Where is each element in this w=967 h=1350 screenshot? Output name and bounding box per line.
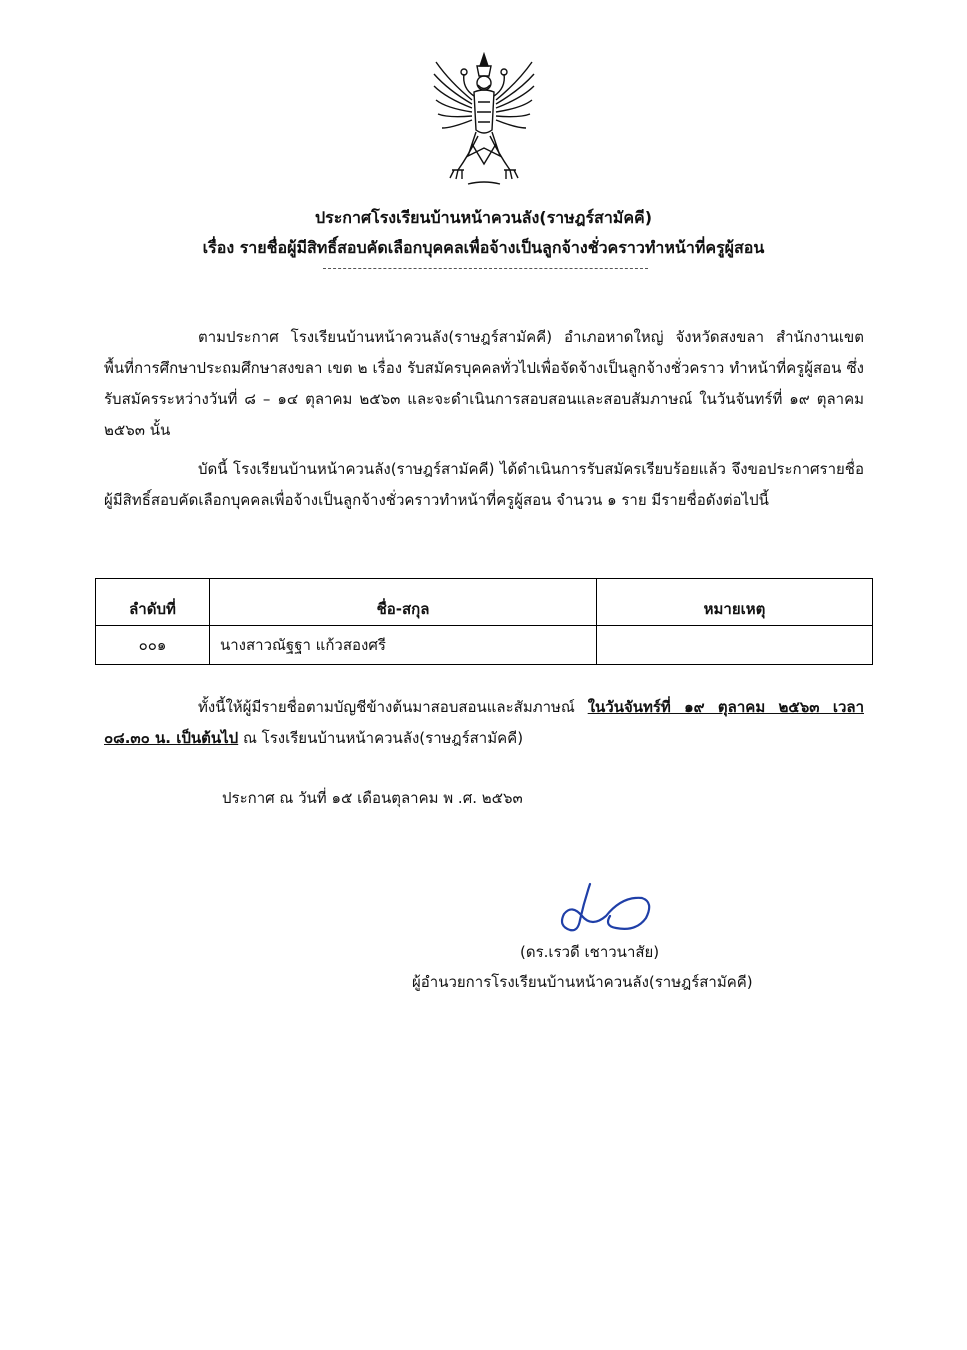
title-divider	[323, 268, 648, 269]
table-header-row	[96, 579, 873, 626]
cell-name: นางสาวณัฐฐา แก้วสองศรี	[210, 626, 597, 665]
signer-position: ผู้อำนวยการโรงเรียนบ้านหน้าควนลัง(ราษฎร์สามัคคี)	[412, 973, 753, 991]
cell-note	[597, 626, 873, 665]
schedule-date-time: ในวันจันทร์ที่ ๑๙ ตุลาคม ๒๕๖๓ เวลา ๐๘.๓๐ น. เป็นต้นไป	[104, 698, 864, 747]
announcement-subject: เรื่อง รายชื่อผู้มีสิทธิ์สอบคัดเลือกบุคคลเพื่อจ้างเป็นลูกจ้างชั่วคราวทำหน้าที่ครูผู้สอน	[202, 238, 765, 257]
schedule-venue: ณ โรงเรียนบ้านหน้าควนลัง(ราษฎร์สามัคคี)	[238, 729, 524, 747]
announcement-title: ประกาศโรงเรียนบ้านหน้าควนลัง(ราษฎร์สามัคคี)	[314, 208, 653, 227]
candidate-table	[95, 578, 873, 665]
paragraph-announcement: บัดนี้ โรงเรียนบ้านหน้าควนลัง(ราษฎร์สามัคคี) ได้ดำเนินการรับสมัครเรียบร้อยแล้ว จึงขอประกาศรายชื่อผู้มีสิทธิ์สอบคัดเลือกบุคคลเพื่อจ้างเป็นลูกจ้างชั่วคราวทำหน้าที่ครูผู้สอน จำนวน ๑ ราย มีรายชื่อดังต่อไปนี้	[104, 460, 864, 509]
table-row	[96, 626, 873, 665]
schedule-lead: ทั้งนี้ให้ผู้มีรายชื่อตามบัญชีข้างต้นมาสอบสอนและสัมภาษณ์	[198, 698, 588, 716]
announcement-date: ประกาศ ณ วันที่ ๑๕ เดือนตุลาคม พ .ศ. ๒๕๖๓	[222, 789, 523, 807]
column-header-name: ชื่อ-สกุล	[210, 579, 597, 626]
signer-name: (ดร.เรวดี เชาวนาสัย)	[520, 943, 660, 961]
column-header-note: หมายเหตุ	[597, 579, 873, 626]
garuda-emblem-icon	[432, 52, 536, 192]
column-header-order: ลำดับที่	[96, 579, 210, 626]
paragraph-schedule	[104, 692, 864, 754]
cell-order: ๐๐๑	[96, 626, 210, 665]
signature-icon	[550, 876, 660, 940]
paragraph-background: ตามประกาศ โรงเรียนบ้านหน้าควนลัง(ราษฎร์สามัคคี) อำเภอหาดใหญ่ จังหวัดสงขลา สำนักงานเขตพื้นที่การศึกษาประถมศึกษาสงขลา เขต ๒ เรื่อง รับสมัครบุคคลทั่วไปเพื่อจัดจ้างเป็นลูกจ้างชั่วคราว ทำหน้าที่ครูผู้สอน ซึ่งรับสมัครระหว่างวันที่ ๘ – ๑๔ ตุลาคม ๒๕๖๓ และจะดำเนินการสอบสอนและสอบสัมภาษณ์ ในวันจันทร์ที่ ๑๙ ตุลาคม ๒๕๖๓ นั้น	[104, 328, 864, 439]
